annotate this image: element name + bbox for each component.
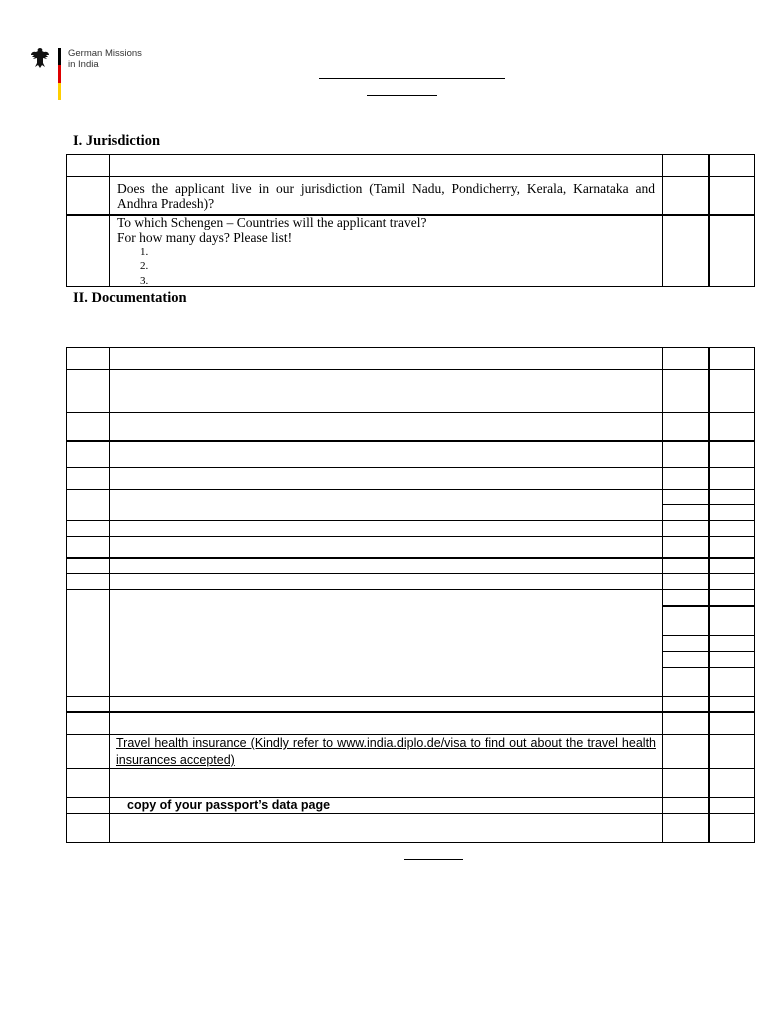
- table-rule: [66, 589, 755, 590]
- table-rule: [66, 489, 755, 490]
- passport-copy-item: copy of your passport’s data page: [127, 798, 331, 812]
- table-rule: [66, 369, 755, 370]
- table-rule: [66, 711, 755, 713]
- documentation-heading: II. Documentation: [73, 290, 187, 306]
- flag-stripe-gold: [58, 83, 61, 100]
- table-rule: [66, 440, 755, 442]
- table-rule: [708, 347, 710, 842]
- travel-insurance-item: Travel health insurance (Kindly refer to www.india.diplo.de/visa to find out about the travel health insurances accepted): [116, 736, 656, 767]
- table-rule: [66, 154, 755, 155]
- list-item: 3.: [140, 275, 149, 287]
- table-rule: [66, 557, 755, 559]
- german-flag-bar: [58, 48, 61, 100]
- list-item: 2.: [140, 260, 149, 272]
- flag-stripe-red: [58, 65, 61, 82]
- table-rule: [66, 520, 755, 521]
- logo-text-line2: in India: [68, 59, 99, 70]
- table-rule: [66, 176, 755, 177]
- table-rule: [662, 347, 663, 842]
- table-rule: [662, 154, 663, 286]
- logo-text-line1: German Missions: [68, 48, 142, 59]
- table-rule: [66, 412, 755, 413]
- list-item: 1.: [140, 246, 149, 258]
- table-rule: [66, 696, 755, 697]
- table-rule: [708, 154, 710, 286]
- travel-days-question: For how many days? Please list!: [117, 230, 293, 245]
- table-rule: [66, 347, 67, 842]
- table-rule: [66, 536, 755, 537]
- table-rule: [109, 154, 110, 286]
- table-rule: [66, 813, 755, 814]
- signature-line: [404, 859, 463, 860]
- table-rule: [754, 154, 755, 286]
- table-rule: [66, 347, 755, 348]
- federal-eagle-icon: [30, 46, 50, 70]
- german-missions-logo: [30, 46, 140, 102]
- table-rule: [66, 286, 755, 287]
- table-rule: [109, 347, 110, 842]
- flag-stripe-black: [58, 48, 61, 65]
- table-rule: [66, 467, 755, 468]
- jurisdiction-question: Does the applicant live in our jurisdiction (Tamil Nadu, Pondicherry, Kerala, Karnataka and Andhra Pradesh)?: [117, 181, 655, 211]
- table-rule: [66, 842, 755, 843]
- schengen-countries-question: To which Schengen – Countries will the applicant travel?: [117, 215, 427, 230]
- subtitle-underline: [367, 95, 437, 96]
- jurisdiction-heading: I. Jurisdiction: [73, 133, 161, 149]
- table-rule: [754, 347, 755, 842]
- table-rule: [66, 573, 755, 574]
- title-underline: [319, 78, 505, 79]
- table-rule: [66, 154, 67, 286]
